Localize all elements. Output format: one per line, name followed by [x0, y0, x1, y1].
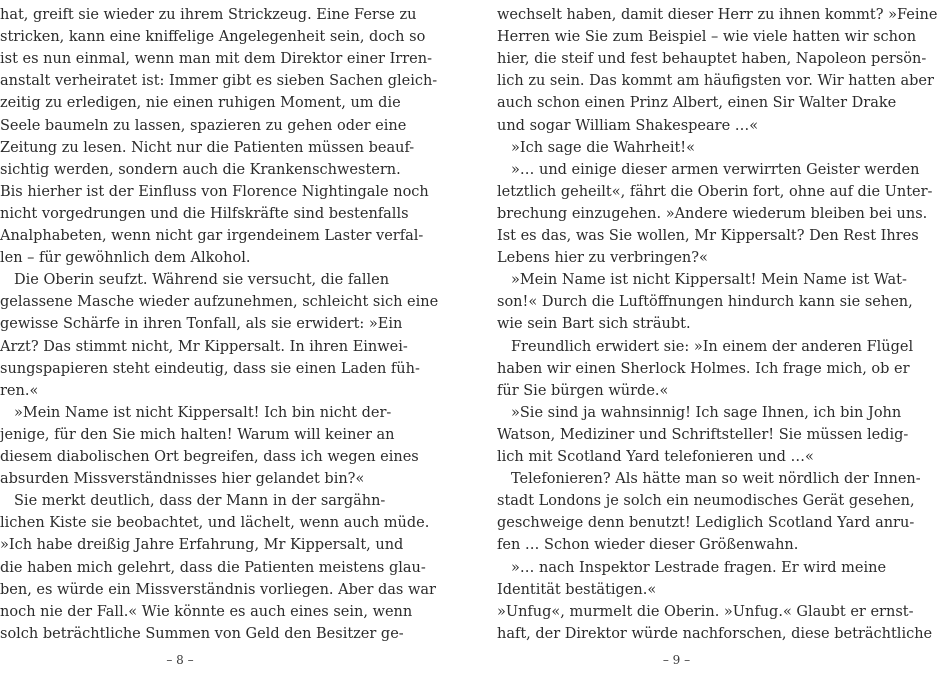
- text-line: für Sie bürgen würde.«: [497, 382, 669, 399]
- text-line: Die Oberin seufzt. Während sie versucht, die fallen: [14, 272, 390, 289]
- text-line: jenige, für den Sie mich halten! Warum will keiner an: [0, 426, 395, 443]
- text-line: »… und einige dieser armen verwirrten Geister werden: [511, 161, 920, 178]
- text-line: »… nach Inspektor Lestrade fragen. Er wird meine: [511, 559, 887, 576]
- text-line: wechselt haben, damit dieser Herr zu ihnen kommt? »Feine: [497, 7, 937, 23]
- text-line: diesem diabolischen Ort begreifen, dass ich wegen eines: [0, 449, 419, 465]
- text-line: auch schon einen Prinz Albert, einen Sir Walter Drake: [497, 95, 897, 112]
- text-line: und sogar William Shakespeare …«: [497, 117, 759, 134]
- text-line: die haben mich gelehrt, dass die Patienten meistens glau-: [0, 559, 426, 576]
- text-line: »Mein Name ist nicht Kippersalt! Ich bin nicht der-: [14, 404, 392, 421]
- text-line: zeitig zu erledigen, nie einen ruhigen Moment, um die: [0, 95, 401, 112]
- right-page-number: – 9 –: [662, 653, 691, 667]
- text-line: solch beträchtliche Summen von Geld den Besitzer ge-: [0, 625, 404, 642]
- text-line: »Sie sind ja wahnsinnig! Ich sage Ihnen, ich bin John: [511, 404, 902, 421]
- text-line: ist es nun einmal, wenn man mit dem Direktor einer Irren-: [0, 51, 432, 68]
- text-line: wie sein Bart sich sträubt.: [497, 316, 691, 333]
- text-line: len – für gewöhnlich dem Alkohol.: [0, 250, 251, 267]
- text-line: absurden Missverständnisses hier gelandet bin?«: [0, 471, 365, 488]
- text-line: fen … Schon wieder dieser Größenwahn.: [497, 537, 799, 554]
- text-line: »Mein Name ist nicht Kippersalt! Mein Name ist Wat-: [511, 272, 907, 289]
- text-line: Lebens hier zu verbringen?«: [497, 250, 708, 267]
- text-line: Telefonieren? Als hätte man so weit nördlich der Innen-: [511, 471, 921, 488]
- text-line: Zeitung zu lesen. Nicht nur die Patienten müssen beauf-: [0, 139, 415, 156]
- text-line: anstalt verheiratet ist: Immer gibt es sieben Sachen gleich-: [0, 73, 438, 90]
- text-line: lichen Kiste sie beobachtet, und lächelt, wenn auch müde.: [0, 515, 430, 532]
- text-line: gelassene Masche wieder aufzunehmen, schleicht sich eine: [0, 294, 439, 311]
- text-line: Herren wie Sie zum Beispiel – wie viele hatten wir schon: [497, 29, 917, 46]
- text-line: stricken, kann eine kniffelige Angelegenheit sein, doch so: [0, 29, 426, 46]
- text-line: Sie merkt deutlich, dass der Mann in der sargähn-: [14, 493, 386, 510]
- text-line: geschweige denn benutzt! Lediglich Scotland Yard anru-: [497, 515, 915, 532]
- text-line: stadt Londons je solch ein neumodisches Gerät gesehen,: [497, 493, 915, 510]
- text-line: haft, der Direktor würde nachforschen, diese beträchtliche: [497, 625, 933, 642]
- text-line: gewisse Schärfe in ihren Tonfall, als sie erwidert: »Ein: [0, 316, 403, 333]
- text-line: Ist es das, was Sie wollen, Mr Kippersalt? Den Rest Ihres: [497, 228, 919, 244]
- text-line: hier, die steif und fest behauptet haben, Napoleon persön-: [497, 51, 927, 68]
- text-line: hat, greift sie wieder zu ihrem Strickzeug. Eine Ferse zu: [0, 7, 417, 23]
- text-line: sichtig werden, sondern auch die Krankenschwestern.: [0, 161, 401, 178]
- text-line: Bis hierher ist der Einfluss von Florence Nightingale noch: [0, 183, 429, 200]
- text-line: letztlich geheilt«, fährt die Oberin fort, ohne auf die Unter-: [497, 183, 933, 200]
- text-line: Arzt? Das stimmt nicht, Mr Kippersalt. In ihren Einwei-: [0, 338, 408, 355]
- text-line: »Unfug«, murmelt die Oberin. »Unfug.« Glaubt er ernst-: [497, 603, 914, 620]
- text-line: haben wir einen Sherlock Holmes. Ich frage mich, ob er: [497, 360, 910, 377]
- text-line: ren.«: [0, 382, 39, 399]
- text-line: lich zu sein. Das kommt am häufigsten vor. Wir hatten aber: [497, 73, 934, 90]
- text-line: brechung einzugehen. »Andere wiederum bleiben bei uns.: [497, 205, 928, 222]
- text-line: ben, es würde ein Missverständnis vorliegen. Aber das war: [0, 581, 436, 598]
- text-line: Freundlich erwidert sie: »In einem der anderen Flügel: [511, 338, 914, 355]
- text-line: lich mit Scotland Yard telefonieren und …«: [497, 449, 814, 465]
- text-line: Analphabeten, wenn nicht gar irgendeinem Laster verfal-: [0, 228, 424, 244]
- text-line: Identität bestätigen.«: [497, 581, 657, 598]
- left-page-number: – 8 –: [166, 653, 194, 667]
- text-line: son!« Durch die Luftöffnungen hindurch kann sie sehen,: [497, 294, 913, 311]
- text-line: Seele baumeln zu lassen, spazieren zu gehen oder eine: [0, 117, 407, 134]
- text-line: sungspapieren steht eindeutig, dass sie einen Laden füh-: [0, 360, 420, 377]
- text-line: »Ich habe dreißig Jahre Erfahrung, Mr Kippersalt, und: [0, 537, 404, 554]
- text-line: »Ich sage die Wahrheit!«: [511, 139, 695, 156]
- text-line: noch nie der Fall.« Wie könnte es auch eines sein, wenn: [0, 603, 413, 620]
- text-line: Watson, Mediziner und Schriftsteller! Sie müssen ledig-: [497, 426, 909, 443]
- text-line: nicht vorgedrungen und die Hilfskräfte sind bestenfalls: [0, 205, 409, 222]
